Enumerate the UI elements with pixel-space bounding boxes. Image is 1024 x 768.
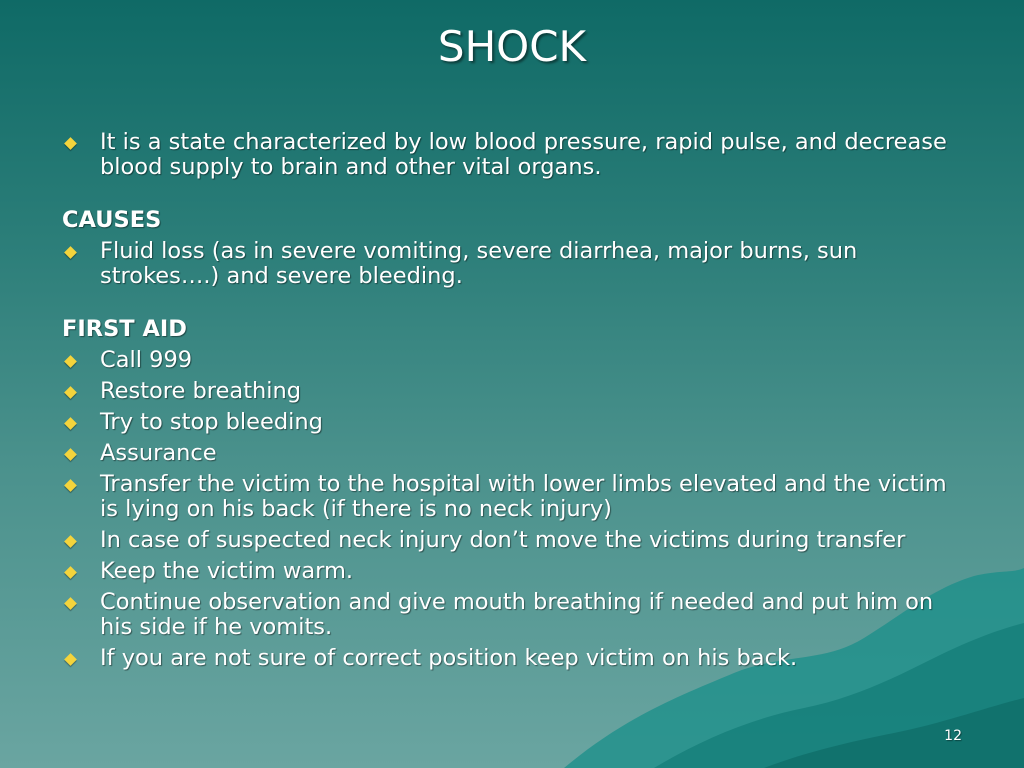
bullet-text: Keep the victim warm.: [100, 558, 354, 584]
bullet-text: In case of suspected neck injury don’t move the victims during transfer: [100, 527, 906, 553]
causes-heading: CAUSES: [62, 207, 162, 233]
diamond-bullet-icon: [62, 646, 100, 671]
bullet-text: Restore breathing: [100, 378, 302, 404]
bullet-text: Continue observation and give mouth breathing if needed and put him on his side if he vomits.: [100, 589, 934, 640]
causes-bullet: [62, 239, 962, 289]
slide-content: [62, 130, 962, 677]
bullet-text: Call 999: [100, 347, 193, 373]
bullet-text: Try to stop bleeding: [100, 409, 323, 435]
bullet-text: If you are not sure of correct position keep victim on his back.: [100, 645, 798, 671]
bullet-text: Fluid loss (as in severe vomiting, severe diarrhea, major burns, sun strokes….) and severe bleeding.: [100, 238, 858, 289]
first-aid-item: [62, 559, 962, 584]
diamond-bullet-icon: [62, 379, 100, 404]
bullet-text: Transfer the victim to the hospital with lower limbs elevated and the victim is lying on his back (if there is no neck injury): [100, 471, 947, 522]
diamond-bullet-icon: [62, 590, 100, 615]
first-aid-heading: FIRST AID: [62, 316, 187, 342]
bullet-text: Assurance: [100, 440, 217, 466]
first-aid-item: [62, 590, 962, 640]
first-aid-item: [62, 410, 962, 435]
diamond-bullet-icon: [62, 441, 100, 466]
slide-title: SHOCK: [437, 22, 587, 71]
first-aid-item: [62, 441, 962, 466]
bullet-text: It is a state characterized by low blood pressure, rapid pulse, and decrease blood supply to brain and other vital organs.: [100, 129, 947, 180]
first-aid-item: [62, 646, 962, 671]
diamond-bullet-icon: [62, 410, 100, 435]
first-aid-item: [62, 528, 962, 553]
diamond-bullet-icon: [62, 472, 100, 497]
first-aid-item: [62, 472, 962, 522]
diamond-bullet-icon: [62, 130, 100, 155]
diamond-bullet-icon: [62, 239, 100, 264]
page-number: 12: [944, 728, 962, 744]
first-aid-item: [62, 348, 962, 373]
intro-bullet: [62, 130, 962, 180]
diamond-bullet-icon: [62, 559, 100, 584]
diamond-bullet-icon: [62, 528, 100, 553]
diamond-bullet-icon: [62, 348, 100, 373]
first-aid-item: [62, 379, 962, 404]
